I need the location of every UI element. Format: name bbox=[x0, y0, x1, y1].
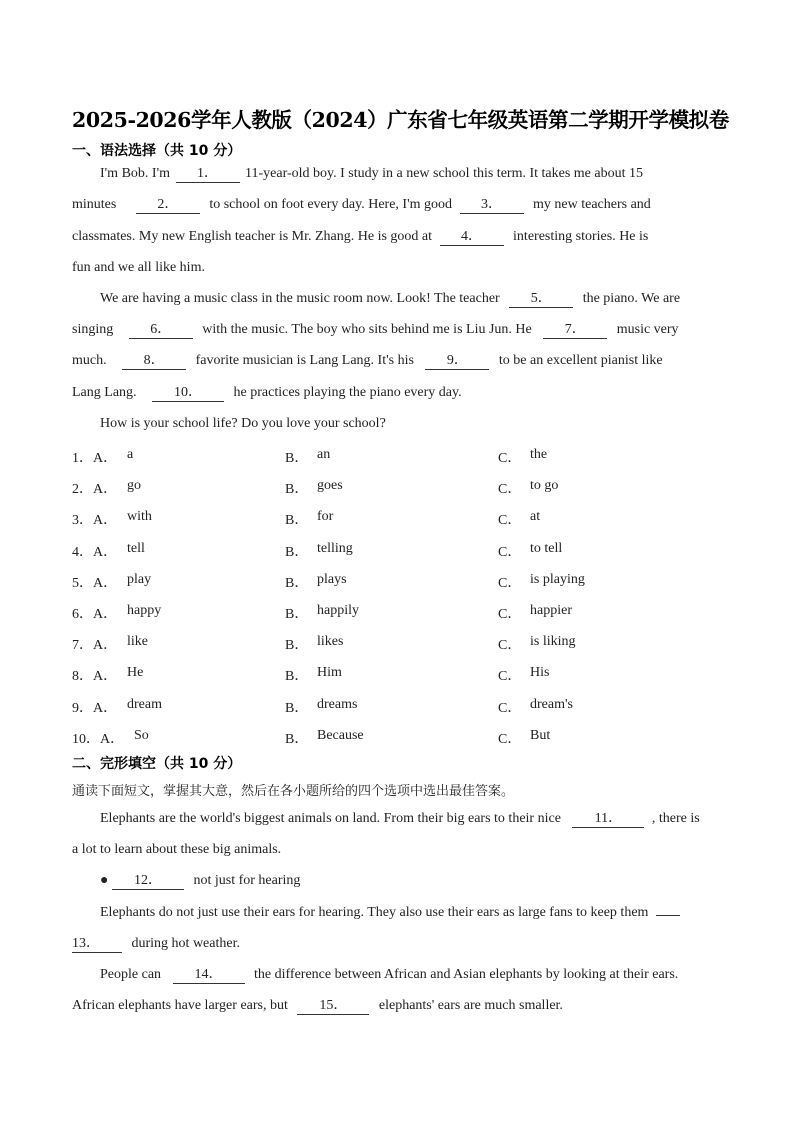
option-number: 7．A． bbox=[72, 638, 118, 653]
text: to school on foot every day. Here, I'm good bbox=[209, 197, 453, 212]
blank-3[interactable]: 3． bbox=[460, 198, 524, 214]
blank-6[interactable]: 6． bbox=[129, 323, 193, 339]
option-b[interactable]: Him bbox=[317, 665, 342, 680]
text: much. bbox=[72, 353, 107, 368]
blank-1[interactable]: 1． bbox=[176, 167, 240, 183]
option-b-label: B． bbox=[285, 638, 309, 653]
blank-10[interactable]: 10． bbox=[152, 386, 224, 402]
option-number: 4．A． bbox=[72, 545, 118, 560]
option-number: 10．A． bbox=[72, 732, 125, 747]
option-c-label: C． bbox=[498, 669, 522, 684]
option-b-label: B． bbox=[285, 732, 309, 747]
text: Elephants do not just use their ears for hearing. They also use their ears as large fans to keep them bbox=[100, 905, 649, 920]
option-b-label: B． bbox=[285, 607, 309, 622]
blank-5[interactable]: 5． bbox=[509, 292, 573, 308]
option-c[interactable]: to tell bbox=[530, 541, 563, 556]
text: the difference between African and Asian elephants by looking at their ears. bbox=[254, 967, 679, 982]
blank-12[interactable]: 12． bbox=[112, 874, 184, 890]
text: We are having a music class in the music room now. Look! The teacher bbox=[100, 291, 500, 306]
option-c-label: C． bbox=[498, 701, 522, 716]
text: singing bbox=[72, 322, 114, 337]
text: to be an excellent pianist like bbox=[498, 353, 663, 368]
blank-11[interactable]: 11． bbox=[572, 812, 644, 828]
option-a[interactable]: play bbox=[127, 572, 152, 587]
option-c[interactable]: is liking bbox=[530, 634, 576, 649]
text: my new teachers and bbox=[533, 197, 651, 212]
option-b-label: B． bbox=[285, 451, 309, 466]
option-c[interactable]: His bbox=[530, 665, 550, 680]
blank-7[interactable]: 7． bbox=[543, 323, 607, 339]
bullet-icon: ● bbox=[100, 873, 109, 888]
blank-8[interactable]: 8． bbox=[122, 354, 186, 370]
text: interesting stories. He is bbox=[513, 229, 649, 244]
option-number: 8．A． bbox=[72, 669, 118, 684]
option-b[interactable]: goes bbox=[317, 478, 343, 493]
option-b[interactable]: telling bbox=[317, 541, 353, 556]
section-heading-cloze: 二、完形填空（共 10 分） bbox=[72, 756, 242, 772]
option-c[interactable]: to go bbox=[530, 478, 559, 493]
text: he practices playing the piano every day. bbox=[233, 385, 462, 400]
option-c[interactable]: at bbox=[530, 509, 541, 524]
blank-2[interactable]: 2． bbox=[136, 198, 200, 214]
text: 11-year-old boy. I study in a new school this term. It takes me about 15 bbox=[245, 166, 643, 181]
text: Elephants are the world's biggest animals on land. From their big ears to their nice bbox=[100, 811, 561, 826]
option-c-label: C． bbox=[498, 732, 522, 747]
passage-line: How is your school life? Do you love your school? bbox=[100, 416, 386, 431]
option-b[interactable]: Because bbox=[317, 728, 364, 743]
option-a[interactable]: like bbox=[127, 634, 148, 649]
option-b-label: B． bbox=[285, 701, 309, 716]
passage-line bbox=[72, 936, 240, 953]
text: I'm Bob. I'm bbox=[100, 166, 170, 181]
section-heading-grammar: 一、语法选择（共 10 分） bbox=[72, 143, 242, 159]
option-c[interactable]: dream's bbox=[530, 697, 573, 712]
option-b[interactable]: plays bbox=[317, 572, 347, 587]
passage-line bbox=[72, 322, 679, 339]
passage-line bbox=[72, 998, 563, 1015]
option-c[interactable]: is playing bbox=[530, 572, 585, 587]
option-c[interactable]: the bbox=[530, 447, 548, 462]
passage-line: a lot to learn about these big animals. bbox=[72, 842, 282, 857]
option-b-label: B． bbox=[285, 576, 309, 591]
option-a[interactable]: tell bbox=[127, 541, 145, 556]
option-number: 1．A． bbox=[72, 451, 118, 466]
option-b-label: B． bbox=[285, 545, 309, 560]
option-a[interactable]: happy bbox=[127, 603, 162, 618]
option-b[interactable]: for bbox=[317, 509, 334, 524]
page-title: 2025-2026学年人教版（2024）广东省七年级英语第二学期开学模拟卷 bbox=[72, 108, 729, 132]
option-b-label: B． bbox=[285, 513, 309, 528]
text: classmates. My new English teacher is Mr. Zhang. He is good at bbox=[72, 229, 433, 244]
blank-13[interactable]: 13． bbox=[72, 937, 122, 953]
option-b-label: B． bbox=[285, 482, 309, 497]
text: favorite musician is Lang Lang. It's his bbox=[195, 353, 414, 368]
option-c-label: C． bbox=[498, 482, 522, 497]
option-b[interactable]: happily bbox=[317, 603, 359, 618]
option-a[interactable]: a bbox=[127, 447, 134, 462]
option-a[interactable]: dream bbox=[127, 697, 162, 712]
option-a[interactable]: So bbox=[134, 728, 149, 743]
option-a[interactable]: go bbox=[127, 478, 141, 493]
text: People can bbox=[100, 967, 162, 982]
option-c-label: C． bbox=[498, 513, 522, 528]
blank-14[interactable]: 14． bbox=[173, 968, 245, 984]
text: Lang Lang. bbox=[72, 385, 137, 400]
option-b-label: B． bbox=[285, 669, 309, 684]
blank-4[interactable]: 4． bbox=[440, 230, 504, 246]
blank-15[interactable]: 15． bbox=[297, 999, 369, 1015]
subheading-line bbox=[100, 873, 300, 890]
option-number: 3．A． bbox=[72, 513, 118, 528]
option-a[interactable]: with bbox=[127, 509, 152, 524]
passage-line bbox=[100, 166, 643, 183]
text: the piano. We are bbox=[582, 291, 681, 306]
text: African elephants have larger ears, but bbox=[72, 998, 288, 1013]
option-b[interactable]: an bbox=[317, 447, 331, 462]
option-c-label: C． bbox=[498, 545, 522, 560]
option-number: 9．A． bbox=[72, 701, 118, 716]
passage-line bbox=[100, 967, 678, 984]
passage-line: fun and we all like him. bbox=[72, 260, 205, 275]
passage-line bbox=[100, 291, 680, 308]
option-c-label: C． bbox=[498, 638, 522, 653]
option-number: 5．A． bbox=[72, 576, 118, 591]
passage-line bbox=[100, 905, 682, 921]
blank-9[interactable]: 9． bbox=[425, 354, 489, 370]
option-c-label: C． bbox=[498, 576, 522, 591]
option-c[interactable]: But bbox=[530, 728, 551, 743]
passage-line bbox=[72, 229, 648, 246]
option-c[interactable]: happier bbox=[530, 603, 572, 618]
text: during hot weather. bbox=[131, 936, 240, 951]
passage-line bbox=[72, 385, 462, 402]
text: minutes bbox=[72, 197, 117, 212]
passage-line bbox=[72, 353, 663, 370]
option-b[interactable]: likes bbox=[317, 634, 344, 649]
text: not just for hearing bbox=[193, 873, 301, 888]
option-a[interactable]: He bbox=[127, 665, 144, 680]
passage-line bbox=[72, 197, 651, 214]
option-b[interactable]: dreams bbox=[317, 697, 358, 712]
text: music very bbox=[616, 322, 679, 337]
text: elephants' ears are much smaller. bbox=[378, 998, 563, 1013]
option-number: 2．A． bbox=[72, 482, 118, 497]
text: , there is bbox=[651, 811, 700, 826]
blank-13-start bbox=[656, 914, 680, 916]
text: with the music. The boy who sits behind me is Liu Jun. He bbox=[202, 322, 532, 337]
option-c-label: C． bbox=[498, 607, 522, 622]
instruction-text: 通读下面短文，掌握其大意，然后在各小题所给的四个选项中选出最佳答案。 bbox=[72, 784, 515, 799]
option-number: 6．A． bbox=[72, 607, 118, 622]
option-c-label: C． bbox=[498, 451, 522, 466]
passage-line bbox=[100, 811, 700, 828]
